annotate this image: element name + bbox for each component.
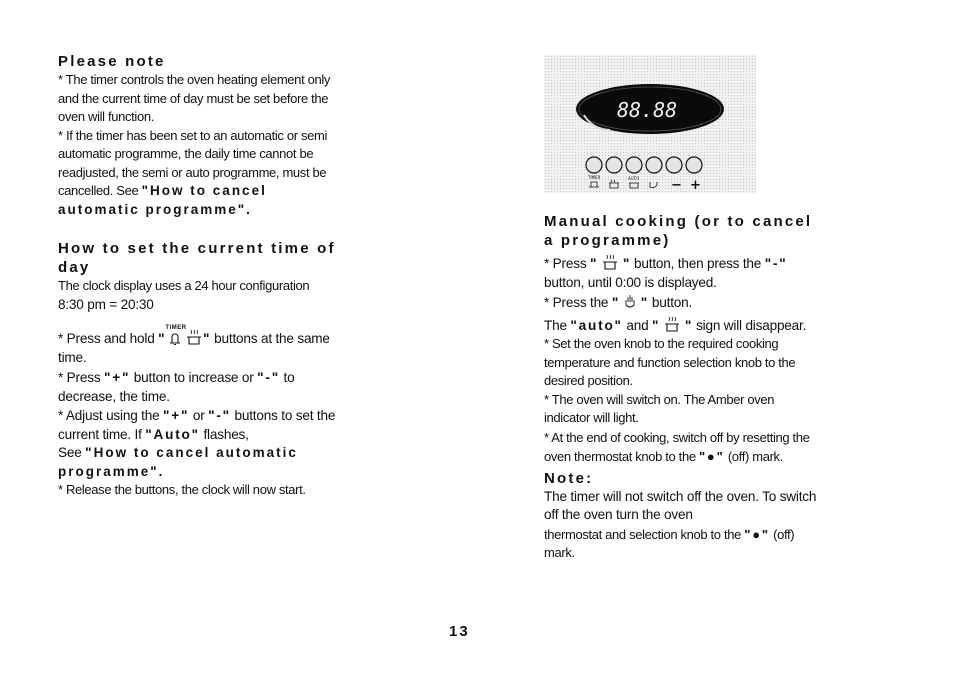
set-time-p3 [58, 325, 348, 367]
manual-p1-a: * Press [544, 256, 590, 271]
set-time-p4-c: to decrease, the time. [58, 370, 295, 404]
panel-button-4 [646, 157, 662, 173]
panel-button-5 [666, 157, 682, 173]
manual-p2-b: button. [648, 295, 693, 310]
set-time-p4-minus: "-" [257, 370, 280, 385]
set-time-p2: 8:30 pm = 20:30 [58, 296, 154, 312]
section-gap [58, 219, 348, 239]
pot-icon [601, 253, 619, 271]
pot-icon [663, 315, 681, 333]
display-digits: 88.88 [617, 98, 678, 122]
timer-icon-label: TIMER [165, 325, 187, 331]
manual-p3-q1: " [652, 317, 660, 333]
panel-hand-icon [650, 182, 657, 188]
panel-pot-end-icon [629, 183, 639, 188]
set-time-p5-auto: "Auto" [145, 426, 200, 442]
note-p2-b: (off) mark. [544, 526, 795, 560]
panel-button-2 [606, 157, 622, 173]
timer-panel-illustration [544, 55, 756, 193]
set-time-p5-plus: "+" [163, 408, 190, 423]
set-time-p4-plus: "+" [104, 370, 131, 385]
manual-p2-q2: " [640, 295, 649, 310]
set-time-p3-q1: " [158, 331, 166, 346]
set-time-p5-a: * Adjust using the [58, 408, 164, 423]
manual-p1 [544, 253, 819, 292]
set-time-p5-b: or [189, 408, 209, 423]
manual-p2-q1: " [611, 295, 620, 310]
set-time-p6-a: See [58, 445, 86, 460]
panel-auto-label: AUTO [628, 176, 640, 181]
manual-p1-b: button, then press the [630, 256, 765, 271]
set-time-p7: * Release the buttons, the clock will now start. [58, 482, 306, 497]
manual-cooking-heading: Manual cooking (or to cancel a programme) [544, 213, 813, 249]
manual-p6-b: (off) mark. [724, 449, 783, 464]
set-time-p1: The clock display uses a 24 hour configuration [58, 278, 310, 293]
set-time-p4-a: * Press [58, 370, 104, 385]
set-time-p3-q2: " [202, 331, 211, 346]
manual-p3-q2: " [684, 317, 693, 333]
manual-p1-q1: " [590, 256, 598, 271]
set-time-heading: How to set the current time of day [58, 240, 336, 276]
manual-p3-a: The [544, 317, 571, 333]
right-column [544, 212, 819, 563]
panel-button-3 [626, 157, 642, 173]
please-note-p2-text: * If the timer has been set to an automatic or semi automatic programme, the daily time cannot be readjusted, the semi or auto programme, must be cancelled. See [58, 127, 328, 198]
manual-p3-c: sign will disappear. [692, 317, 807, 333]
panel-button-1 [586, 157, 602, 173]
set-time-p4-b: button to increase or [130, 370, 258, 385]
panel-minus-label: − [671, 178, 682, 193]
timer-panel-drawing [544, 55, 756, 193]
please-note-p1: * The timer controls the oven heating element only and the current time of day must be set before the oven will function. [58, 72, 331, 124]
please-note-p2-ref: "How to cancel automatic programme". [58, 183, 267, 217]
timer-icon-wrap [165, 325, 187, 349]
set-time-p6-ref: "How to cancel automatic programme". [58, 445, 298, 479]
pot-icon [185, 328, 203, 346]
manual-p3-b: and [622, 317, 653, 333]
manual-p6 [544, 428, 819, 467]
panel-pot-icon [609, 180, 619, 188]
panel-buttons [586, 157, 702, 173]
set-time-p3-a: * Press and hold [58, 331, 159, 346]
manual-p2-a: * Press the [544, 295, 612, 310]
note-heading: Note: [544, 469, 594, 487]
manual-p6-a: * At the end of cooking, switch off by resetting the oven thermostat knob to the [544, 429, 810, 464]
left-column [58, 52, 348, 500]
set-time-p5-minus: "-" [208, 408, 231, 423]
set-time-p5-d: flashes, [199, 426, 249, 442]
manual-p3-auto: "auto" [570, 317, 623, 333]
panel-timer-label: TIMER [588, 175, 601, 180]
set-time-p3-b: buttons at the same time. [58, 331, 330, 365]
hand-icon [623, 294, 637, 310]
manual-p2 [544, 294, 819, 313]
note-p2-dot: "●" [744, 526, 770, 542]
set-time-p5-c: buttons to set the current time. If [58, 408, 336, 442]
manual-p5: * The oven will switch on. The Amber oven indicator will light. [544, 391, 775, 425]
note-p2 [544, 526, 819, 563]
set-time-p5 [58, 407, 348, 444]
please-note-p2 [58, 127, 348, 220]
set-time-p4 [58, 369, 348, 406]
set-time-p6 [58, 444, 348, 481]
manual-p6-dot: "●" [698, 449, 725, 464]
panel-plus-label: + [690, 178, 701, 193]
panel-bell-icon [589, 182, 599, 187]
page-number: 13 [449, 623, 470, 640]
manual-p1-c: button, until 0:00 is displayed. [544, 274, 717, 290]
manual-p1-minus: "-" [764, 256, 788, 271]
manual-p4: * Set the oven knob to the required cooking temperature and function selection knob to the desired position. [544, 336, 796, 388]
panel-button-6 [686, 157, 702, 173]
manual-p3 [544, 315, 819, 336]
note-p2-a: thermostat and selection knob to the [544, 526, 745, 542]
manual-p1-q2: " [622, 256, 631, 271]
please-note-heading: Please note [58, 53, 166, 70]
note-p1: The timer will not switch off the oven. To switch off the oven turn the oven [544, 488, 817, 522]
